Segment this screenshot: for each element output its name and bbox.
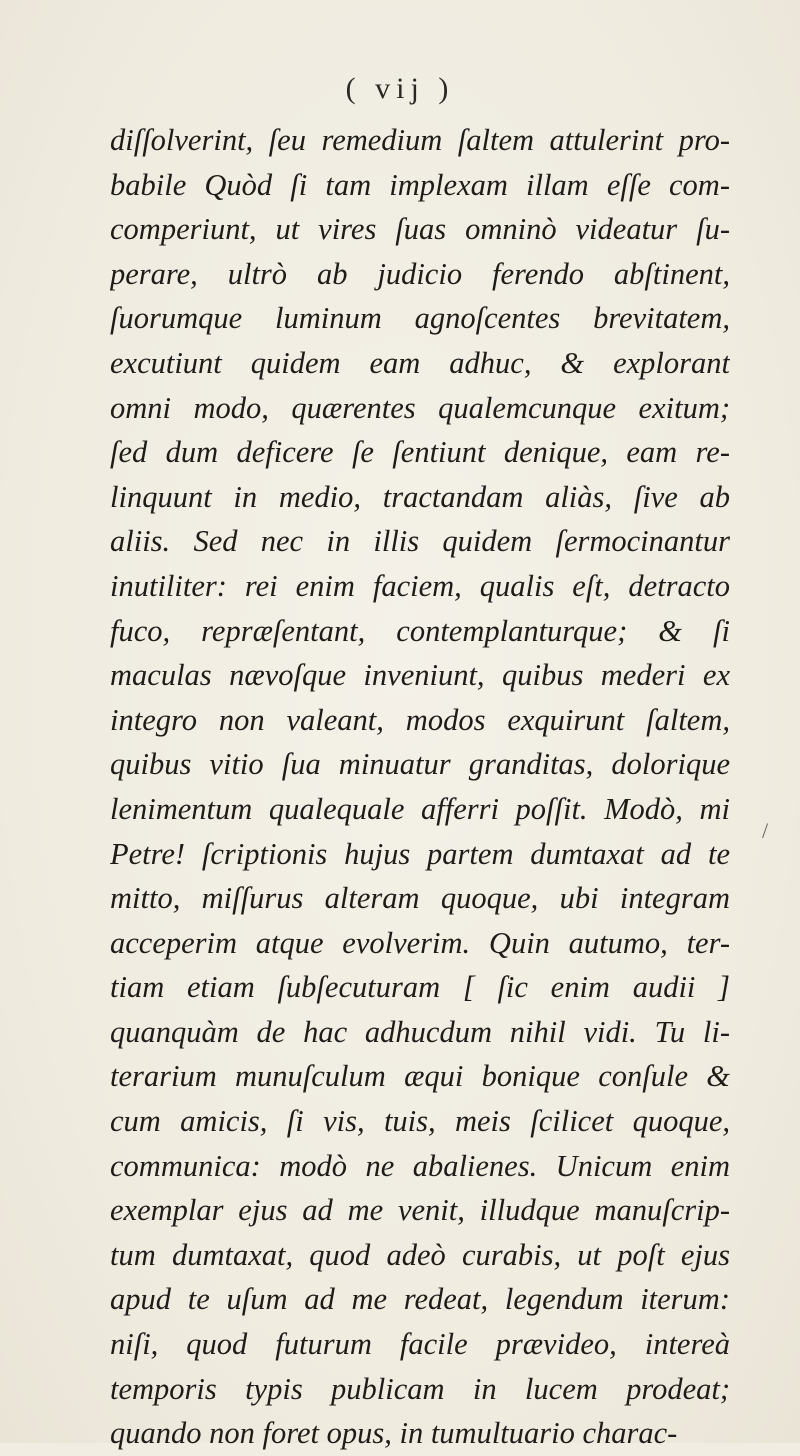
text-line: tiam etiam ſubſecuturam [ ſic enim audii ] <box>110 970 730 1005</box>
page-number: ( vij ) <box>345 72 455 105</box>
text-line: mitto, miſſurus alteram quoque, ubi integram <box>110 881 730 916</box>
text-line: comperiunt, ut vires ſuas omninò videatur ſu- <box>110 212 730 247</box>
text-line: lenimentum qualequale afferri poſſit. Modò, mi <box>110 791 730 826</box>
text-line: acceperim atque evolverim. Quin autumo, ter- <box>110 925 730 960</box>
text-line: maculas nævoſque inveniunt, quibus mederi ex <box>110 658 730 693</box>
text-line: diſſolverint, ſeu remedium ſaltem attulerint pro- <box>110 123 730 157</box>
text-line: niſi, quod futurum facile prævideo, intereà <box>110 1327 730 1362</box>
text-line: excutiunt quidem eam adhuc, & explorant <box>110 345 730 380</box>
text-line: ſed dum deficere ſe ſentiunt denique, eam re- <box>110 435 730 470</box>
text-line: temporis typis publicam in lucem prodeat; <box>110 1371 730 1406</box>
body-text <box>110 118 730 1456</box>
text-line: inutiliter: rei enim faciem, qualis eſt, detracto <box>110 568 730 603</box>
text-line: communica: modò ne abalienes. Unicum enim <box>110 1148 730 1183</box>
text-line: integro non valeant, modos exquirunt ſaltem, <box>110 702 730 737</box>
text-line: quibus vitio ſua minuatur granditas, dolorique <box>110 747 730 782</box>
text-line: perare, ultrò ab judicio ferendo abſtinent, <box>110 256 730 291</box>
margin-mark: / <box>762 818 769 843</box>
text-line: ſuorumque luminum agnoſcentes brevitatem, <box>110 301 730 336</box>
text-line: quanquàm de hac adhucdum nihil vidi. Tu li- <box>110 1014 730 1049</box>
text-line: babile Quòd ſi tam implexam illam eſſe com- <box>110 167 730 202</box>
text-line: linquunt in medio, tractandam aliàs, ſive ab <box>110 479 730 514</box>
text-line: terarium munuſculum æqui bonique conſule & <box>110 1059 730 1094</box>
text-line: quando non foret opus, in tumultuario charac- <box>110 1416 678 1451</box>
text-line: Petre! ſcriptionis hujus partem dumtaxat ad te <box>110 836 730 871</box>
text-line: omni modo, quærentes qualemcunque exitum; <box>110 390 730 425</box>
text-line: aliis. Sed nec in illis quidem ſermocinantur <box>110 524 730 559</box>
text-line: fuco, repræſentant, contemplanturque; & ſi <box>110 613 730 648</box>
text-line: tum dumtaxat, quod adeò curabis, ut poſt ejus <box>110 1237 730 1272</box>
text-line: apud te uſum ad me redeat, legendum iterum: <box>110 1282 730 1317</box>
text-line: cum amicis, ſi vis, tuis, meis ſcilicet quoque, <box>110 1104 730 1139</box>
text-line: exemplar ejus ad me venit, illudque manuſcrip- <box>110 1193 730 1228</box>
